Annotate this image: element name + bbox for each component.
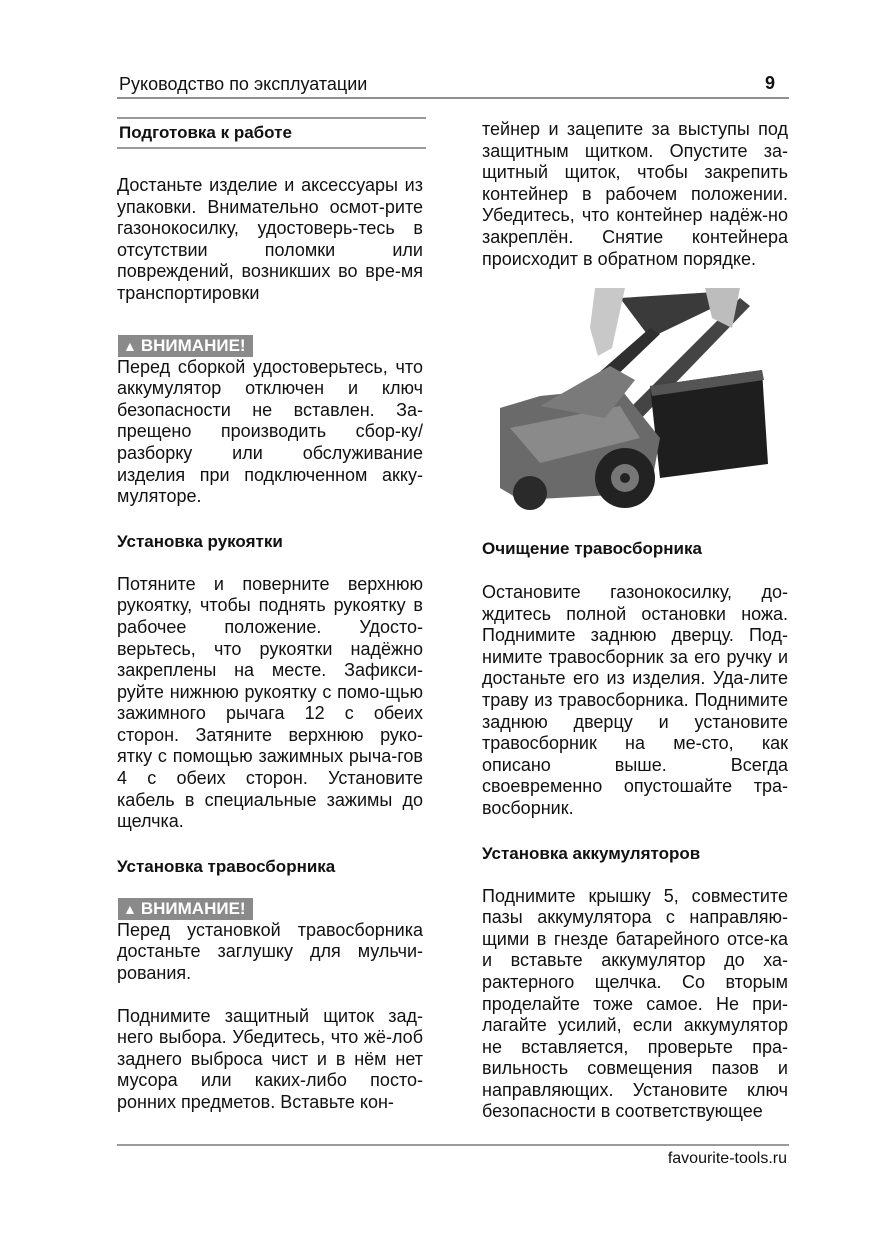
footer-site: favourite-tools.ru: [667, 1150, 787, 1167]
footer-divider: [117, 1144, 789, 1146]
lawnmower-photo: [500, 288, 770, 510]
right-column-bottom: [482, 539, 788, 1123]
section-title-grass-catcher: Установка травосборника: [117, 856, 336, 876]
warning-2-text: Перед установкой травосборника достаньте заглушку для мульчи-рования.: [117, 919, 423, 984]
warning-box-1: [117, 335, 423, 357]
preparation-text: Достаньте изделие и аксессуары из упаковки. Внимательно осмот-рите газонокосилку, удостоверь-тесь в отсутствии поломки или повреждений, возникших во вре-мя транспортировки: [117, 175, 423, 303]
section-rule-bottom: [117, 147, 426, 149]
warning-badge: ▲ ВНИМАНИЕ!: [118, 898, 253, 920]
grass-catcher-text: Поднимите защитный щиток зад-него выбора. Убедитесь, что жё-лоб заднего выброса чист и в нём нет мусора или каких-либо посто-ронних предметов. Вставьте кон-: [117, 1005, 423, 1112]
right-column-top: [482, 119, 788, 270]
warning-triangle-icon: ▲: [123, 337, 137, 354]
warning-1-text: Перед сборкой удостоверьтесь, что аккумулятор отключен и ключ безопасности не вставлен. За-прещено производить сбор-ку/разборку или обслуживание изделия при подключенном акку-муляторе.: [117, 356, 423, 507]
section-title-handle: Установка рукоятки: [117, 531, 283, 551]
warning-triangle-icon: ▲: [123, 900, 137, 917]
header-divider: [117, 97, 789, 99]
section-title-battery: Установка аккумуляторов: [482, 843, 701, 863]
warning-box-2: [117, 898, 423, 920]
cleaning-text: Остановите газонокосилку, до-ждитесь полной остановки ножа. Поднимите заднюю дверцу. Под-нимите травосборник за его ручку и достаньте его из изделия. Уда-лите траву из травосборника. Поднимите заднюю дверцу и установите травосборник на ме-сто, как описано выше. Всегда своевременно опустошайте тра-восборник.: [482, 582, 788, 818]
battery-text: Поднимите крышку 5, совместите пазы аккумулятора с направляю-щими в гнезде батарейного отсе-ка и вставьте аккумулятор до ха-рактерного щелчка. Со вторым проделайте тоже самое. Не при-лагайте усилий, если аккумулятор не вставляется, проверьте пра-вильность совмещения пазов и направляющих. Установите ключ безопасности в соответствующее: [482, 885, 788, 1122]
section-title-cleaning: Очищение травосборника: [482, 539, 702, 558]
section-rule-top: [117, 117, 426, 119]
page-number: 9: [764, 73, 775, 93]
warning-badge: ▲ ВНИМАНИЕ!: [118, 335, 253, 357]
container-text: тейнер и зацепите за выступы под защитным щитком. Опустите за-щитный щиток, чтобы закрепить контейнер в рабочем положении. Убедитесь, что контейнер надёж-но закреплён. Снятие контейнера происходит в обратном порядке.: [482, 119, 788, 269]
section-title-preparation: Подготовка к работе: [119, 123, 292, 142]
manual-title: Руководство по эксплуатации: [119, 74, 368, 94]
handle-text: Потяните и поверните верхнюю рукоятку, чтобы поднять рукоятку в рабочее положение. Удосто-верьтесь, что рукоятки надёжно закреплены на месте. Зафикси-руйте нижнюю рукоятку с помо-щью зажимного рычага 12 с обеих сторон. Затяните верхнюю руко-ятку с помощью зажимных рыча-гов 4 с обеих сторон. Установите кабель в специальные зажимы до щелчка.: [117, 573, 423, 832]
page-header: [117, 74, 789, 98]
left-column: [117, 117, 423, 1114]
